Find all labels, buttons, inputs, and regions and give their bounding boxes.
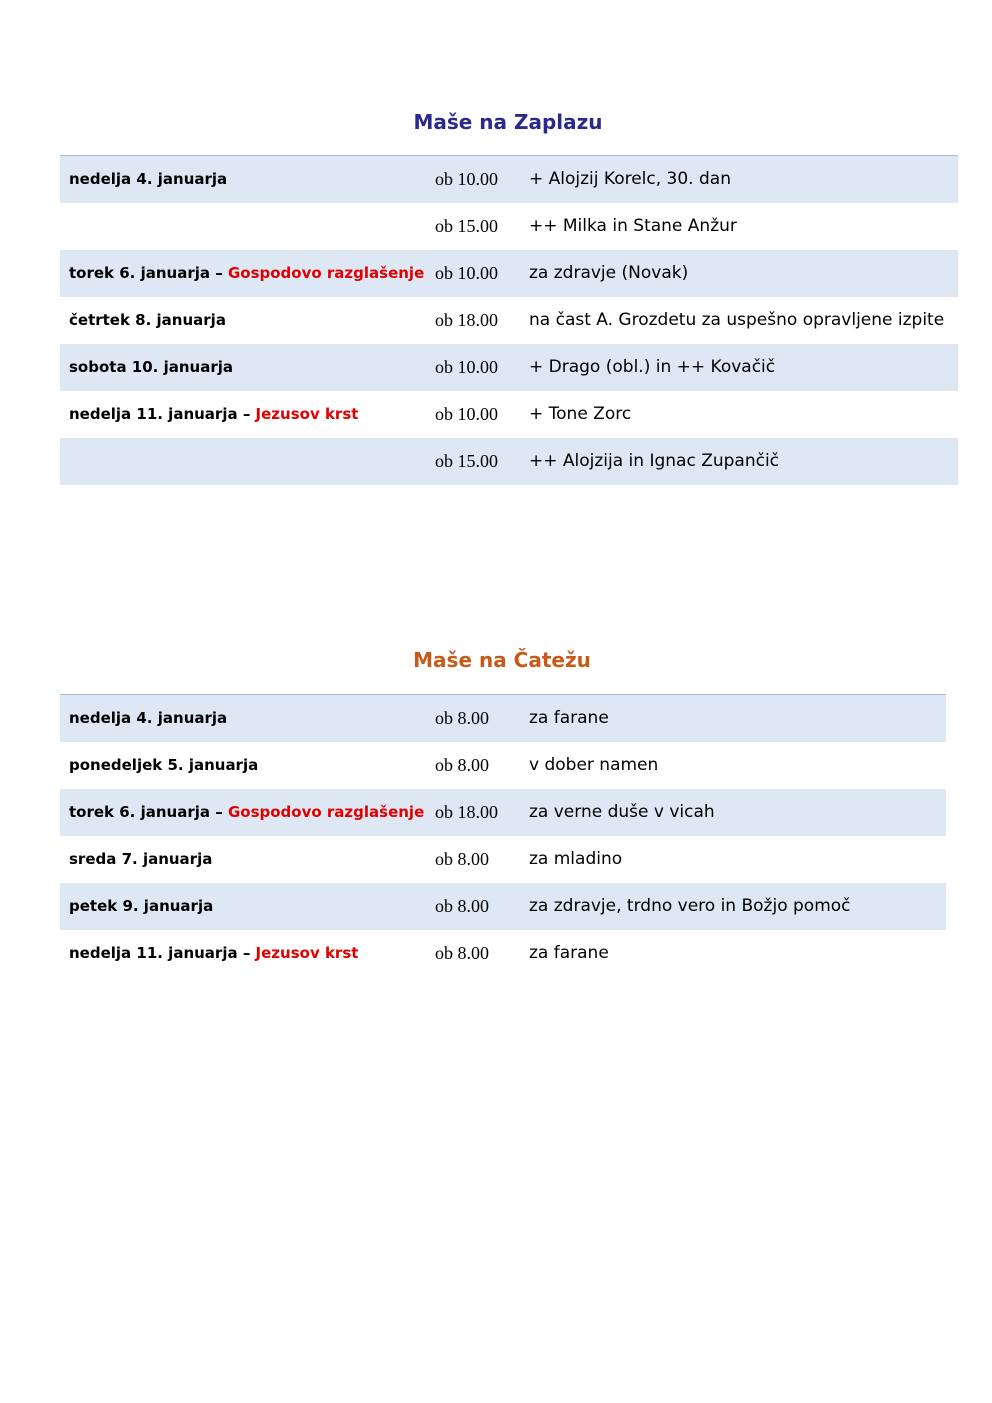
table-row — [60, 742, 946, 789]
day-label: nedelja 4. januarja — [69, 709, 228, 728]
feast-label: Jezusov krst — [255, 944, 359, 962]
day-label: petek 9. januarja — [69, 897, 214, 915]
mass-schedule-zaplaz — [60, 155, 958, 485]
day-cell — [60, 883, 435, 930]
intention-cell: za zdravje, trdno vero in Božjo pomoč — [529, 883, 946, 930]
day-cell — [60, 789, 435, 836]
time-cell: ob 15.00 — [435, 215, 498, 236]
time-cell: ob 10.00 — [435, 156, 529, 203]
section-title-zaplaz: Maše na Zaplazu — [413, 110, 603, 134]
intention-cell: ++ Alojzija in Ignac Zupančič — [529, 438, 958, 485]
table-row — [60, 789, 946, 836]
time-cell: ob 8.00 — [435, 848, 489, 869]
table-row — [60, 156, 958, 203]
intention-cell: + Alojzij Korelc, 30. dan — [529, 156, 958, 203]
day-cell — [60, 250, 435, 297]
day-label: nedelja 11. januarja — [69, 405, 238, 423]
time-cell: ob 10.00 — [435, 403, 498, 424]
day-label: četrtek 8. januarja — [69, 311, 226, 329]
day-label: ponedeljek 5. januarja — [69, 756, 259, 774]
table-row — [60, 297, 958, 344]
time-cell: ob 8.00 — [435, 695, 529, 742]
table-row — [60, 344, 958, 391]
time-cell: ob 18.00 — [435, 789, 529, 836]
mass-schedule-catez — [60, 694, 946, 977]
day-cell — [60, 297, 435, 344]
day-cell — [60, 391, 435, 438]
table-row — [60, 930, 946, 977]
day-separator: – — [237, 405, 256, 423]
time-cell: ob 8.00 — [435, 883, 529, 930]
intention-cell: v dober namen — [529, 755, 659, 775]
time-cell: ob 18.00 — [435, 309, 498, 330]
table-row — [60, 391, 958, 438]
day-cell — [60, 742, 435, 789]
day-cell — [60, 695, 435, 742]
table-row — [60, 695, 946, 742]
table-row — [60, 250, 958, 297]
time-cell: ob 10.00 — [435, 250, 529, 297]
time-cell: ob 10.00 — [435, 344, 529, 391]
day-cell — [60, 203, 435, 250]
table-row — [60, 203, 958, 250]
time-cell: ob 8.00 — [435, 942, 489, 963]
intention-cell: za farane — [529, 695, 946, 742]
intention-cell: + Tone Zorc — [529, 404, 632, 424]
intention-cell: na čast A. Grozdetu za uspešno opravljene izpite — [529, 310, 945, 330]
day-label: torek 6. januarja — [69, 803, 211, 821]
day-separator: – — [210, 803, 228, 821]
intention-cell: ++ Milka in Stane Anžur — [529, 216, 737, 236]
table-row — [60, 883, 946, 930]
intention-cell: za verne duše v vicah — [529, 789, 946, 836]
day-label: torek 6. januarja — [69, 264, 211, 282]
time-cell: ob 15.00 — [435, 438, 529, 485]
day-label: nedelja 4. januarja — [69, 170, 228, 189]
feast-label: Jezusov krst — [255, 405, 359, 423]
section-title-catez: Maše na Čatežu — [413, 648, 591, 672]
intention-cell: za farane — [529, 943, 609, 963]
day-label: nedelja 11. januarja — [69, 944, 238, 962]
feast-label: Gospodovo razglašenje — [227, 264, 425, 282]
day-separator: – — [210, 264, 228, 282]
day-cell — [60, 156, 435, 203]
time-cell: ob 8.00 — [435, 754, 489, 775]
day-cell — [60, 836, 435, 883]
table-row — [60, 836, 946, 883]
feast-label: Gospodovo razglašenje — [227, 803, 425, 821]
day-cell — [60, 930, 435, 977]
day-cell — [60, 438, 435, 485]
intention-cell: + Drago (obl.) in ++ Kovačič — [529, 344, 958, 391]
day-separator: – — [237, 944, 256, 962]
day-cell — [60, 344, 435, 391]
table-row — [60, 438, 958, 485]
day-label: sreda 7. januarja — [69, 850, 213, 868]
intention-cell: za zdravje (Novak) — [529, 250, 958, 297]
intention-cell: za mladino — [529, 849, 623, 869]
day-label: sobota 10. januarja — [69, 358, 233, 376]
